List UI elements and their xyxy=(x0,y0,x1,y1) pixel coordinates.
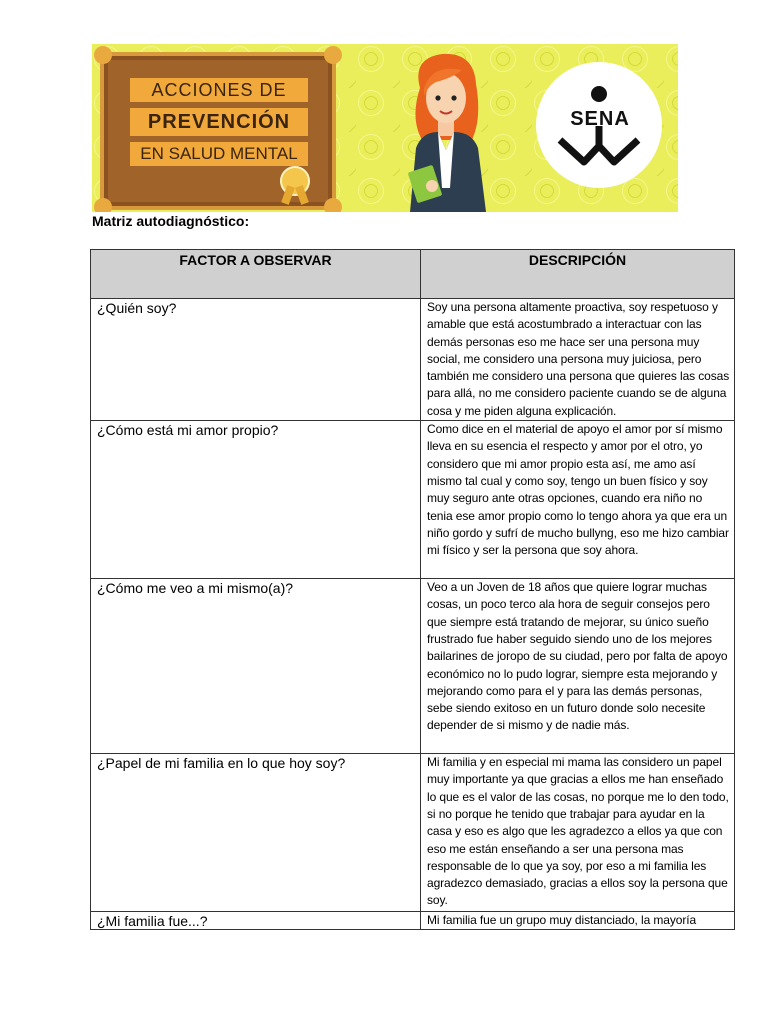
column-header-description: DESCRIPCIÓN xyxy=(421,250,735,299)
banner-title-line3: EN SALUD MENTAL xyxy=(130,142,308,166)
factor-cell: ¿Quién soy? xyxy=(91,299,421,421)
description-cell: Mi familia y en especial mi mama las considero un papel muy importante ya que gracias a ellos me han enseñado lo que es el valor de las cosas, no porque me lo den todo, si no porque he tenido que trabajar para ayudar en la casa y eso es algo que les agradezco a ellos ya que con eso me están enseñando a ser una persona mas responsable de lo que ya soy, por eso a mi familia les agradezco demasiado, gracias a ellos soy la persona que soy. xyxy=(421,754,735,912)
factor-cell: ¿Papel de mi familia en lo que hoy soy? xyxy=(91,754,421,912)
table-row xyxy=(91,912,735,930)
table-row xyxy=(91,299,735,421)
prevention-board xyxy=(100,52,336,210)
description-cell: Como dice en el material de apoyo el amor por sí mismo lleva en su esencia el respecto y amor por el otro, yo considero que mi amor propio esta así, me amo así mismo tal cual y como soy, tengo un buen físico y soy muy seguro ante otras opciones, cuando era niño no tenia ese amor propio como lo tengo ahora ya que era un niño gordo y sufrí de mucho bullyng, eso me hizo cambiar mi físico y ser la persona que soy ahora. xyxy=(421,421,735,579)
sena-logo xyxy=(536,62,662,188)
table-row xyxy=(91,754,735,912)
description-cell: Veo a un Joven de 18 años que quiere lograr muchas cosas, un poco terco ala hora de seguir consejos pero que siempre está tratando de mejorar, su único sueño frustrado fue haber seguido siendo uno de los mejores bailarines de joropo de su ciudad, pero por falta de apoyo económico no lo pudo lograr, siempre esta mejorando y mejorando como para el y para las demás personas, sebe siendo exitoso en un futuro donde solo necesite depender de si mismo y de nadie más. xyxy=(421,579,735,754)
table-header-row xyxy=(91,250,735,299)
description-cell: Mi familia fue un grupo muy distanciado, la mayoría xyxy=(421,912,735,930)
column-header-factor: FACTOR A OBSERVAR xyxy=(91,250,421,299)
page-title: Matriz autodiagnóstico: xyxy=(92,213,250,229)
table-row xyxy=(91,421,735,579)
factor-cell: ¿Cómo me veo a mi mismo(a)? xyxy=(91,579,421,754)
banner-title-line1: ACCIONES DE xyxy=(130,78,308,102)
factor-cell: ¿Mi familia fue...? xyxy=(91,912,421,930)
header-banner xyxy=(92,44,678,212)
factor-cell: ¿Cómo está mi amor propio? xyxy=(91,421,421,579)
table-row xyxy=(91,579,735,754)
banner-title-line2: PREVENCIÓN xyxy=(130,108,308,136)
description-cell: Soy una persona altamente proactiva, soy respetuoso y amable que está acostumbrado a interactuar con las demás personas eso me hace ser una persona muy social, me considero una persona muy juiciosa, pero también me considero una persona que quieres las cosas para allá, no me considero paciente cuando se de alguna cosa y me piden alguna explicación. xyxy=(421,299,735,421)
self-diagnosis-table xyxy=(90,249,735,930)
logo-text: SENA xyxy=(570,108,630,130)
woman-illustration xyxy=(392,48,502,212)
